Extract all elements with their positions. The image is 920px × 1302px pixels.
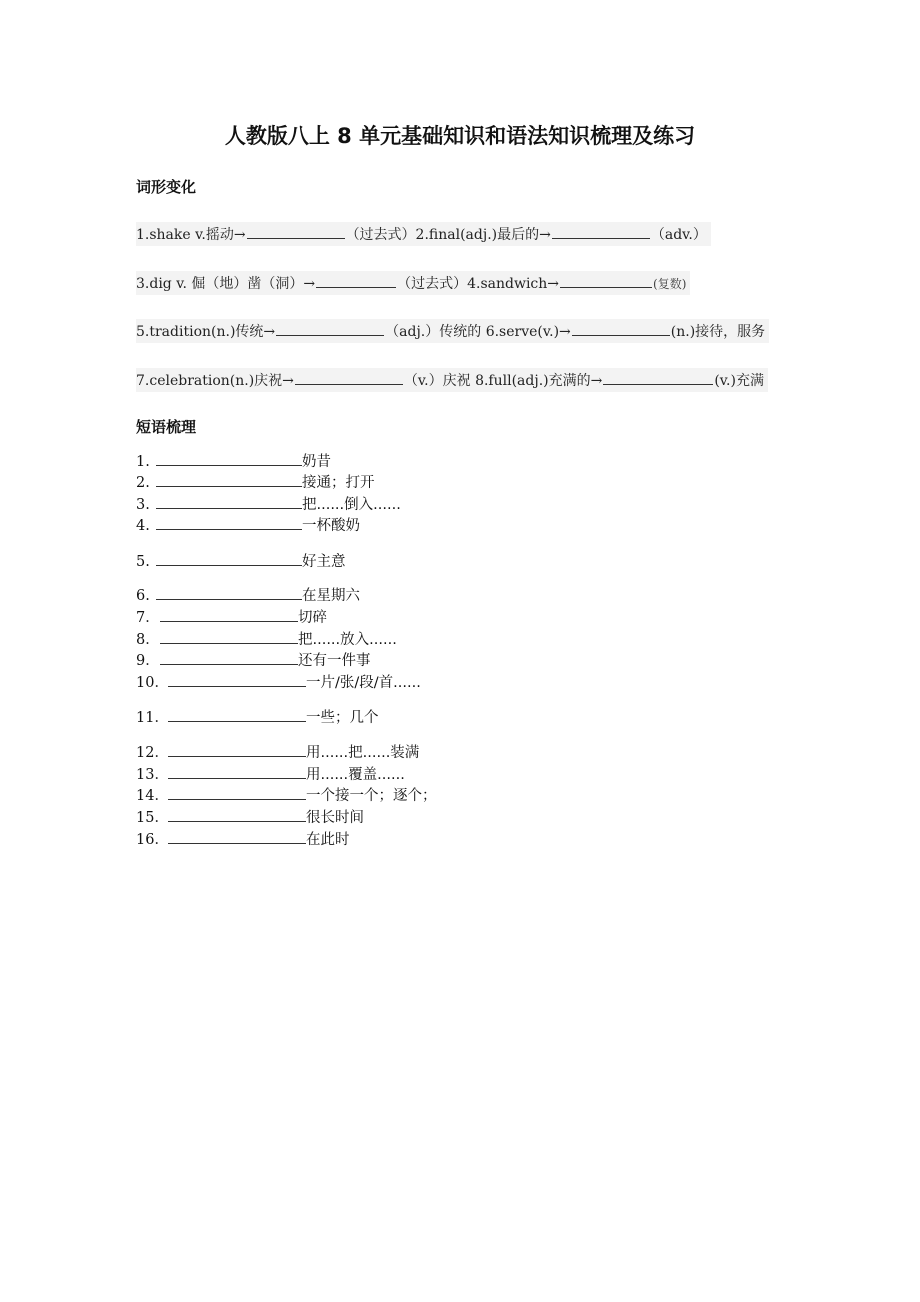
word-form-text: 3.dig v. 倔（地）凿（洞）→ bbox=[136, 276, 316, 292]
phrase-item-9 bbox=[136, 649, 371, 670]
phrase-meaning: 好主意 bbox=[302, 554, 346, 570]
phrase-number: 13． bbox=[136, 767, 169, 783]
phrase-item-7 bbox=[136, 606, 327, 627]
answer-blank[interactable] bbox=[168, 784, 306, 800]
page-title: 人教版八上 8 单元基础知识和语法知识梳理及练习 bbox=[224, 124, 696, 148]
answer-blank[interactable] bbox=[156, 550, 302, 566]
phrase-number: 15． bbox=[136, 810, 169, 826]
phrase-meaning: 用......把......装满 bbox=[306, 745, 420, 761]
phrase-meaning: 一杯酸奶 bbox=[302, 518, 360, 534]
phrase-item-6 bbox=[136, 584, 360, 605]
phrase-item-5 bbox=[136, 550, 346, 571]
phrase-number: 11． bbox=[136, 710, 169, 726]
phrase-item-8 bbox=[136, 628, 397, 649]
answer-blank[interactable] bbox=[552, 224, 650, 239]
phrase-number: 4. bbox=[136, 518, 150, 534]
word-form-text: 7.celebration(n.)庆祝→ bbox=[136, 373, 294, 389]
phrase-meaning: 奶昔 bbox=[302, 454, 331, 470]
answer-blank[interactable] bbox=[168, 706, 306, 722]
phrase-item-2 bbox=[136, 471, 375, 492]
answer-blank[interactable] bbox=[156, 450, 302, 466]
phrase-item-15 bbox=[136, 806, 364, 827]
answer-blank[interactable] bbox=[295, 370, 403, 385]
phrase-meaning: 还有一件事 bbox=[298, 653, 371, 669]
phrase-meaning: 一片/张/段/首...... bbox=[306, 675, 421, 691]
phrase-item-10 bbox=[136, 671, 421, 692]
phrase-number: 16． bbox=[136, 832, 169, 848]
phrase-item-12 bbox=[136, 741, 419, 762]
answer-blank[interactable] bbox=[160, 606, 298, 622]
phrase-number: 14． bbox=[136, 788, 169, 804]
phrase-item-4 bbox=[136, 514, 360, 535]
phrase-number: 2. bbox=[136, 475, 150, 491]
phrase-number: 5. bbox=[136, 554, 150, 570]
answer-blank[interactable] bbox=[603, 370, 713, 385]
phrase-meaning: 一些；几个 bbox=[306, 710, 379, 726]
section-heading-word-forms: 词形变化 bbox=[136, 178, 197, 196]
answer-blank[interactable] bbox=[168, 763, 306, 779]
answer-blank[interactable] bbox=[156, 584, 302, 600]
word-form-text: 1.shake v.摇动→ bbox=[136, 227, 246, 243]
word-form-line-3 bbox=[136, 319, 769, 343]
phrase-number: 7． bbox=[136, 610, 160, 626]
phrase-number: 1. bbox=[136, 454, 150, 470]
phrase-number: 6. bbox=[136, 588, 150, 604]
word-form-line-4 bbox=[136, 368, 768, 392]
answer-blank[interactable] bbox=[572, 321, 670, 336]
word-form-text: （v.）庆祝 8.full(adj.)充满的→ bbox=[403, 373, 603, 389]
phrase-number: 12． bbox=[136, 745, 169, 761]
phrase-number: 8． bbox=[136, 632, 160, 648]
word-form-text: 5.tradition(n.)传统→ bbox=[136, 324, 276, 340]
phrase-item-3 bbox=[136, 493, 401, 514]
answer-blank[interactable] bbox=[168, 806, 306, 822]
phrase-meaning: 一个接一个；逐个； bbox=[306, 788, 437, 804]
word-form-line-1 bbox=[136, 222, 711, 246]
phrase-meaning: 把......放入...... bbox=[298, 632, 397, 648]
answer-blank[interactable] bbox=[168, 671, 306, 687]
phrase-meaning: 把......倒入...... bbox=[302, 497, 401, 513]
phrase-meaning: 切碎 bbox=[298, 610, 327, 626]
answer-blank[interactable] bbox=[160, 649, 298, 665]
phrase-meaning: 用......覆盖...... bbox=[306, 767, 405, 783]
phrase-item-1 bbox=[136, 450, 331, 471]
answer-blank[interactable] bbox=[247, 224, 345, 239]
answer-blank[interactable] bbox=[156, 514, 302, 530]
word-form-text: （adj.）传统的 6.serve(v.)→ bbox=[385, 324, 571, 340]
section-heading-phrases: 短语梳理 bbox=[136, 418, 197, 436]
word-form-text: （过去式）4.sandwich→ bbox=[397, 276, 560, 292]
word-form-text: （过去式）2.final(adj.)最后的→ bbox=[345, 227, 551, 243]
phrase-number: 10． bbox=[136, 675, 169, 691]
answer-blank[interactable] bbox=[156, 493, 302, 509]
phrase-item-16 bbox=[136, 828, 350, 849]
answer-blank[interactable] bbox=[560, 273, 652, 288]
word-form-text: (复数) bbox=[653, 277, 687, 291]
phrase-meaning: 接通；打开 bbox=[302, 475, 375, 491]
phrase-meaning: 在星期六 bbox=[302, 588, 360, 604]
word-form-line-2 bbox=[136, 271, 690, 295]
answer-blank[interactable] bbox=[316, 273, 396, 288]
answer-blank[interactable] bbox=[160, 628, 298, 644]
phrase-number: 3. bbox=[136, 497, 150, 513]
answer-blank[interactable] bbox=[168, 741, 306, 757]
answer-blank[interactable] bbox=[276, 321, 384, 336]
phrase-meaning: 很长时间 bbox=[306, 810, 364, 826]
answer-blank[interactable] bbox=[168, 828, 306, 844]
word-form-text: (v.)充满 bbox=[714, 373, 764, 389]
word-form-text: （adv.） bbox=[650, 227, 707, 243]
phrase-item-11 bbox=[136, 706, 379, 727]
phrase-item-14 bbox=[136, 784, 437, 805]
phrase-number: 9． bbox=[136, 653, 160, 669]
phrase-item-13 bbox=[136, 763, 405, 784]
answer-blank[interactable] bbox=[156, 471, 302, 487]
phrase-meaning: 在此时 bbox=[306, 832, 350, 848]
word-form-text: (n.)接待，服务 bbox=[670, 324, 766, 340]
